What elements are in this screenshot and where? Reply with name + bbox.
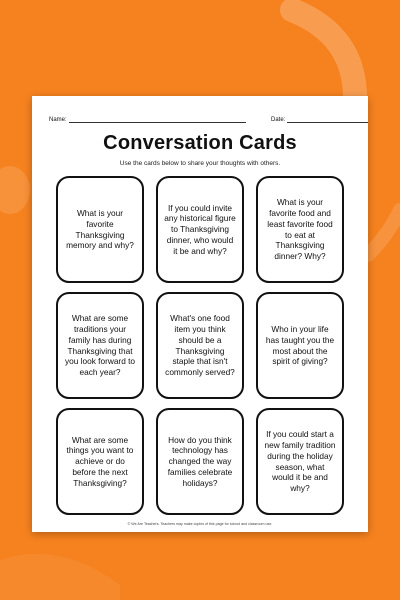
name-label: Name: <box>49 117 67 123</box>
conversation-card <box>256 292 344 399</box>
conversation-card <box>256 176 344 283</box>
worksheet-page <box>32 96 368 532</box>
name-line <box>69 116 246 123</box>
date-line <box>287 116 368 123</box>
conversation-card <box>156 176 244 283</box>
card-text: What are some things you want to achieve or do before the next Thanksgiving? <box>66 434 134 488</box>
card-text: What is your favorite Thanksgiving memory and why? <box>66 207 134 251</box>
conversation-card <box>56 292 144 399</box>
card-grid <box>56 176 344 515</box>
conversation-card <box>256 408 344 515</box>
card-text: What are some traditions your family has during Thanksgiving that you look forward to each year? <box>64 313 136 378</box>
card-text: How do you think technology has changed the way families celebrate holidays? <box>167 434 233 488</box>
card-text: What's one food item you think should be a Thanksgiving staple that isn't commonly served? <box>165 313 235 378</box>
name-field <box>49 116 246 123</box>
conversation-card <box>156 292 244 399</box>
worksheet-instructions: Use the cards below to share your thoughts with others. <box>119 160 281 167</box>
conversation-card <box>56 176 144 283</box>
conversation-card <box>156 408 244 515</box>
copyright-footer: © We Are Teachers. Teachers may make copies of this page for school and classroom use. <box>127 522 273 526</box>
card-text: What is your favorite food and least favorite food to eat at Thanksgiving dinner? Why? <box>267 197 333 262</box>
card-text: If you could invite any historical figure to Thanksgiving dinner, who would it be and why? <box>164 202 236 256</box>
card-text: Who in your life has taught you the most about the spirit of giving? <box>265 323 335 367</box>
header-row <box>49 116 351 126</box>
worksheet-title: Conversation Cards <box>103 132 297 154</box>
date-field <box>271 116 368 123</box>
conversation-card <box>56 408 144 515</box>
card-text: If you could start a new family tradition during the holiday season, what would it be and why? <box>264 429 336 494</box>
date-label: Date: <box>271 117 286 123</box>
